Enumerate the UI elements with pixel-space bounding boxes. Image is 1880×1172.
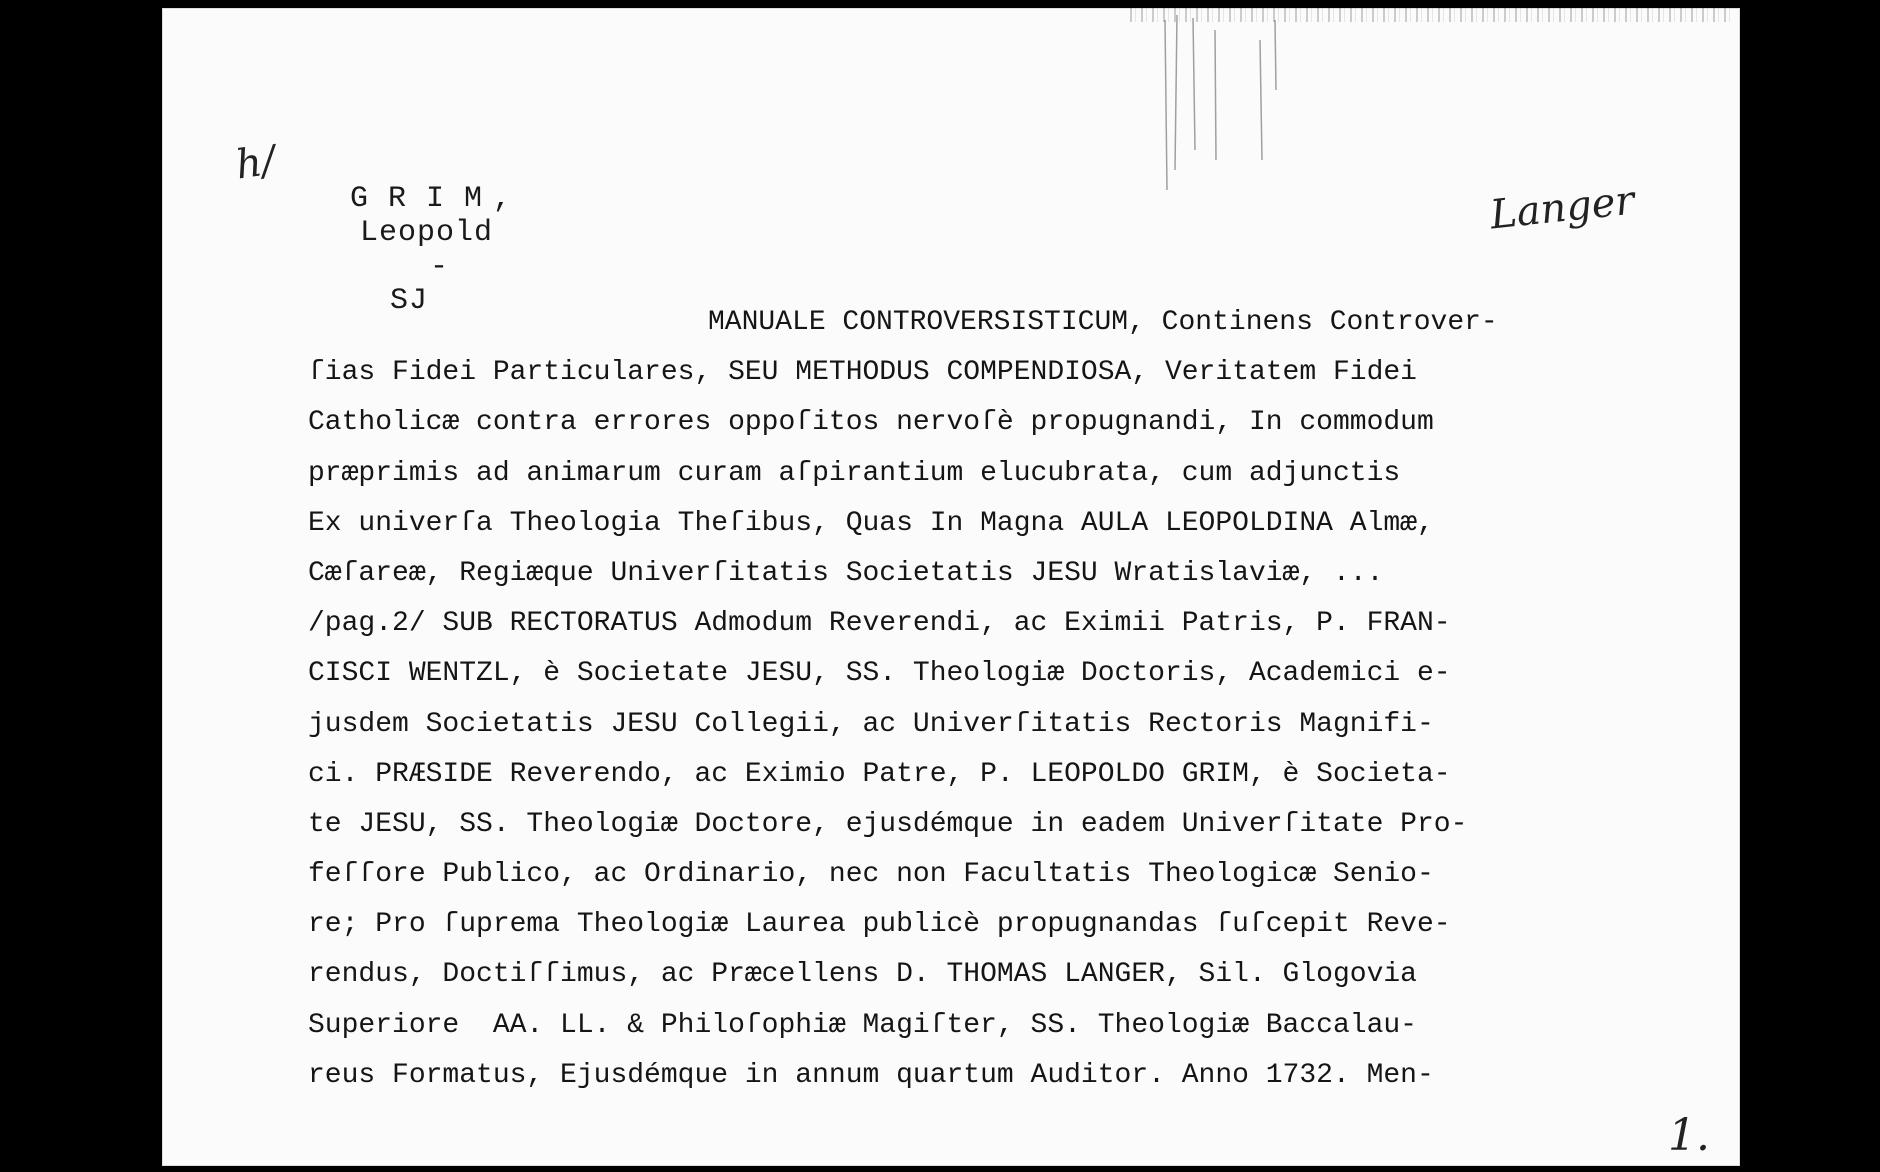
header-comma: , (493, 182, 513, 216)
header-dash: - (430, 250, 450, 284)
author-given-name: Leopold (360, 216, 494, 250)
text-line: feſſore Publico, ac Ordinario, nec non Facultatis Theologicæ Senio- (308, 859, 1434, 891)
text-line: ſias Fidei Particulares, SEU METHODUS COMPENDIOSA, Veritatem Fidei (308, 357, 1417, 389)
page-number: 1. (1668, 1110, 1710, 1161)
text-line: Superiore AA. LL. & Philoſophiæ Magiſter, SS. Theologiæ Baccalau- (308, 1009, 1417, 1041)
text-line: /pag.2/ SUB RECTORATUS Admodum Reverendi, ac Eximii Patris, P. FRAN- (308, 608, 1451, 640)
text-line: MANUALE CONTROVERSISTICUM, Continens Controver- (708, 307, 1498, 338)
text-line: CISCI WENTZL, è Societate JESU, SS. Theologiæ Doctoris, Academici e- (308, 658, 1451, 690)
handwritten-name: Langer (1487, 177, 1637, 239)
card-header (312, 148, 512, 318)
author-surname: G R I M (350, 182, 484, 216)
text-line: præprimis ad animarum curam aſpirantium elucubrata, cum adjunctis (308, 457, 1401, 489)
text-line: Cæſareæ, Regiæque Univerſitatis Societatis JESU Wratislaviæ, ... (308, 557, 1384, 589)
text-line: reus Formatus, Ejusdémque in annum quartum Auditor. Anno 1732. Men- (308, 1059, 1434, 1091)
text-line: jusdem Societatis JESU Collegii, ac Univerſitatis Rectoris Magnifi- (308, 708, 1434, 740)
text-line: te JESU, SS. Theologiæ Doctore, ejusdémque in eadem Univerſitate Pro- (308, 808, 1468, 840)
religious-order: SJ (390, 284, 429, 318)
text-line: Catholicæ contra errores oppoſitos nervoſè propugnandi, In commodum (308, 407, 1434, 439)
scan-artifact-vertical (1155, 10, 1295, 230)
text-line: ci. PRÆSIDE Reverendo, ac Eximio Patre, P. LEOPOLDO GRIM, è Societa- (308, 758, 1451, 790)
handwritten-annotation: h/ (232, 137, 279, 189)
text-line: Ex univerſa Theologia Theſibus, Quas In Magna AULA LEOPOLDINA Almæ, (308, 507, 1434, 539)
text-line: rendus, Doctiſſimus, ac Præcellens D. THOMAS LANGER, Sil. Glogovia (308, 959, 1417, 991)
title-transcription (308, 298, 1668, 1101)
text-line: re; Pro ſuprema Theologiæ Laurea publicè propugnandas ſuſcepit Reve- (308, 909, 1451, 941)
